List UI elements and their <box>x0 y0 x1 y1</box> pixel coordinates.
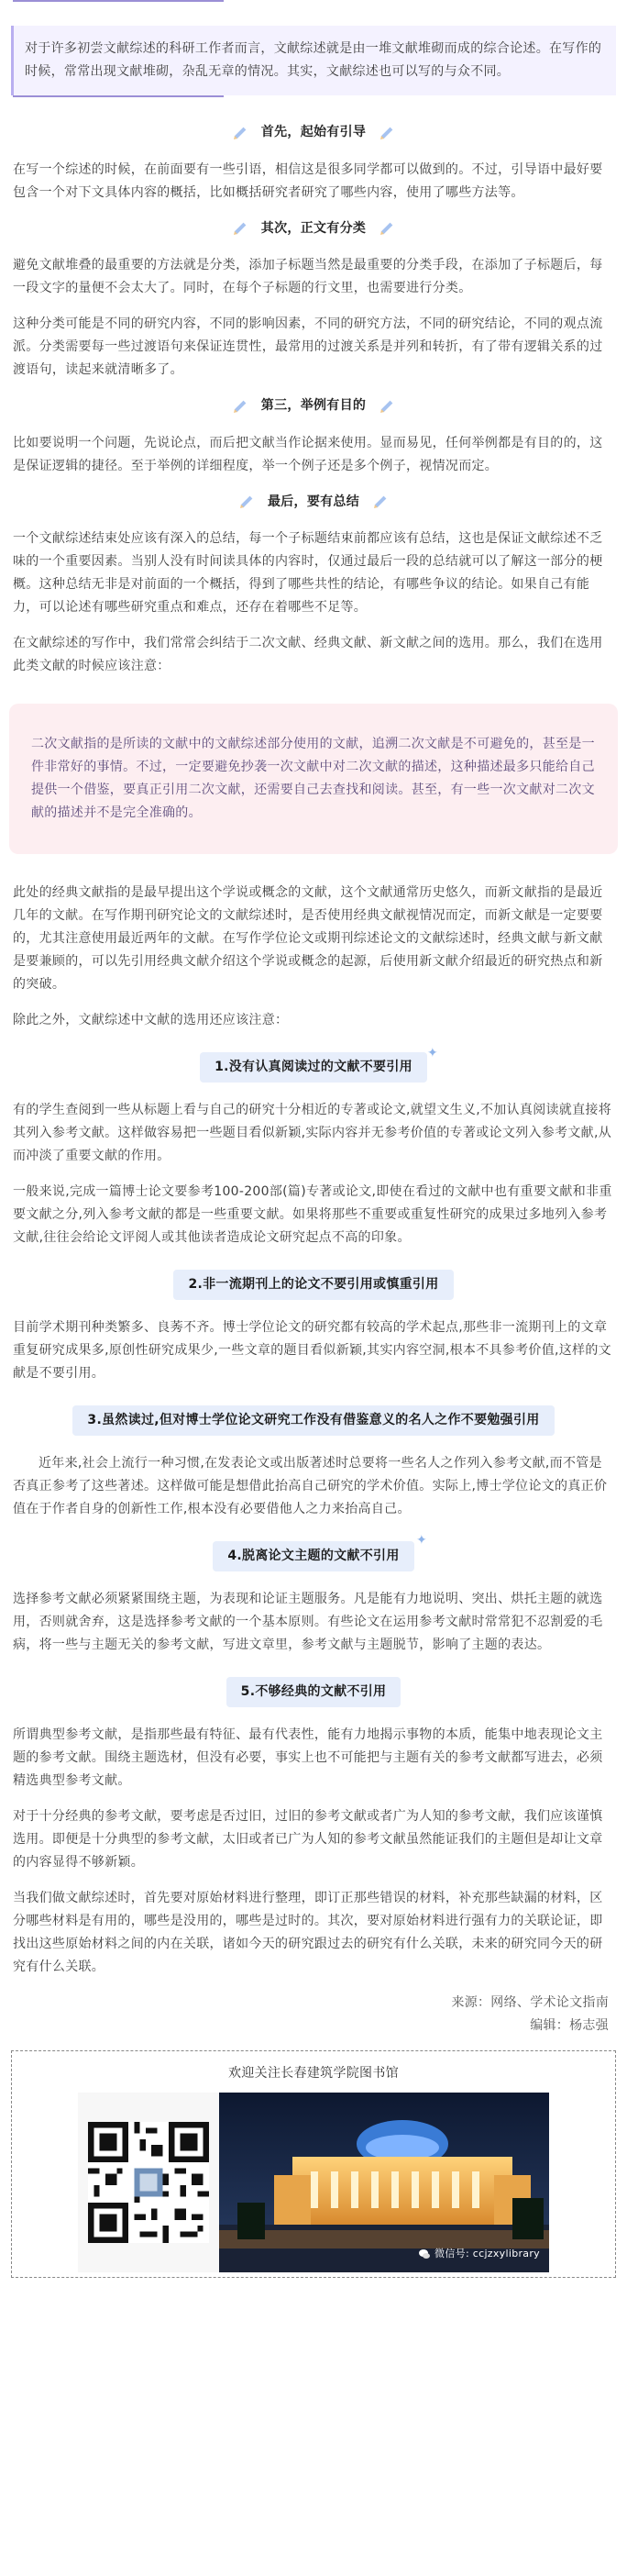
paragraph: 在文献综述的写作中，我们常常会纠结于二次文献、经典文献、新文献之间的选用。那么，我们在选用此类文献的时候应该注意： <box>13 636 603 673</box>
sparkle-icon: ✦ <box>427 1046 439 1060</box>
paragraph: 近年来,社会上流行一种习惯,在发表论文或出版著述时总要将一些名人之作列入参考文献,而不管是否真正参考了这些著述。这样做可能是想借此抬高自己研究的学术价值。实际上,博士学位论文的真正价值在于作者自身的创新性工作,根本没有必要借他人之力来抬高自己。 <box>13 1456 608 1516</box>
paragraph: 当我们做文献综述时，首先要对原始材料进行整理，即订正那些错误的材料，补充那些缺漏的材料，区分哪些材料是有用的，哪些是没用的，哪些是过时的。其次，要对原始材料进行强有力的关联论证，即找出这些原始材料之间的内在关联，诸如今天的研究跟过去的研究有什么关联，未来的研究同今天的研究有什么关联。 <box>13 1891 603 1974</box>
pencil-icon <box>379 125 395 141</box>
qr-code-icon <box>88 2122 209 2243</box>
section-heading-4 <box>7 491 620 519</box>
paragraph: 除此之外，文献综述中文献的选用还应该注意： <box>13 1013 289 1027</box>
paragraph: 避免文献堆叠的最重要的方法就是分类，添加子标题当然是最重要的分类手段，在添加了子标题后，每一段文字的量便不会太大了。同时，在每个子标题的行文里，也需要进行分类。 <box>13 258 603 295</box>
qr-code[interactable] <box>78 2093 219 2272</box>
rule-heading-5 <box>7 1677 620 1707</box>
pencil-icon <box>379 398 395 415</box>
watermark-text: 微信号: ccjzxylibrary <box>434 2248 540 2260</box>
editor-credit: 编辑：杨志强 <box>530 2018 609 2033</box>
pencil-icon <box>238 494 255 510</box>
paragraph: 在写一个综述的时候，在前面要有一些引语，相信这是很多同学都可以做到的。不过，引导语中最好要包含一个对下文具体内容的概括，比如概括研究者研究了哪些内容，使用了哪些方法等。 <box>13 161 603 200</box>
paragraph: 比如要说明一个问题，先说论点，而后把文献当作论据来使用。显而易见，任何举例都是有目的的，这是保证逻辑的捷径。至于举例的详细程度，举一个例子还是多个例子，视情况而定。 <box>13 435 603 473</box>
intro-text: 对于许多初尝文献综述的科研工作者而言，文献综述就是由一堆文献堆砌而成的综合论述。在写作的时候，常常出现文献堆砌，杂乱无章的情况。其实，文献综述也可以写的与众不同。 <box>25 41 602 79</box>
top-divider <box>13 0 224 2</box>
paragraph: 有的学生查阅到一些从标题上看与自己的研究十分相近的专著或论文,就望文生义,不加认真阅读就直接将其列入参考文献。这样做容易把一些题目看似新颖,实际内容并无参考价值的专著或论文列入参考文献,从而冲淡了重要文献的作用。 <box>13 1103 611 1163</box>
paragraph: 选择参考文献必须紧紧围绕主题，为表现和论证主题服务。凡是能有力地说明、突出、烘托主题的就选用，否则就舍弃，这是选择参考文献的一个基本原则。有些论文在运用参考文献时常常犯不忍割爱的毛病，将一些与主题无关的参考文献，写进文章里，参考文献与主题脱节，影响了主题的表达。 <box>13 1592 603 1652</box>
quote-text: 二次文献指的是所读的文献中的文献综述部分使用的文献，追溯二次文献是不可避免的，甚至是一件非常好的事情。不过，一定要避免抄袭一次文献中对二次文献的描述，这种描述最多只能给自己提供一个借鉴，要真正引用二次文献，还需要自己去查找和阅读。甚至，有一些一次文献对二次文献的描述并不是完全准确的。 <box>31 737 595 820</box>
section-heading-text: 其次，正文有分类 <box>260 220 367 236</box>
section-heading-2 <box>7 217 620 246</box>
section-heading-text: 最后，要有总结 <box>267 494 360 509</box>
follow-box <box>11 2050 616 2278</box>
paragraph: 目前学术期刊种类繁多、良莠不齐。博士学位论文的研究都有较高的学术起点,那些非一流期刊上的文章重复研究成果多,原创性研究成果少,一些文章的题目看似新颖,其实内容空洞,根本不具参考价值,这样的文献是不要引用。 <box>13 1320 611 1381</box>
paragraph: 这种分类可能是不同的研究内容，不同的影响因素，不同的研究方法，不同的研究结论，不同的观点流派。分类需要每一些过渡语句来保证连贯性，最常用的过渡关系是并列和转折，有了带有逻辑关系的过渡语句，读起来就清晰多了。 <box>13 316 603 377</box>
source-credit: 来源：网络、学术论文指南 <box>451 1995 609 2010</box>
pencil-icon <box>232 398 248 415</box>
watermark <box>418 2242 540 2265</box>
pencil-icon <box>232 125 248 141</box>
section-heading-3 <box>7 394 620 423</box>
rule-heading-3 <box>7 1405 620 1436</box>
rule-heading-1 <box>7 1046 620 1083</box>
rule-heading-4 <box>7 1533 620 1571</box>
pencil-icon <box>232 220 248 237</box>
rule-heading-2 <box>7 1270 620 1300</box>
rule-title: 5.不够经典的文献不引用 <box>226 1677 402 1707</box>
rule-title: 2.非一流期刊上的论文不要引用或慎重引用 <box>173 1270 453 1300</box>
section-heading-1 <box>7 121 620 150</box>
paragraph: 此处的经典文献指的是最早提出这个学说或概念的文献，这个文献通常历史悠久，而新文献指的是最近几年的文献。在写作期刊研究论文的文献综述时，是否使用经典文献视情况而定，而新文献是一定要要的，尤其注意使用最近两年的文献。在写作学位论文或期刊综述论文的文献综述时，经典文献与新文献是要兼顾的，可以先引用经典文献介绍这个学说或概念的起源，后使用新文献介绍最近的研究热点和新的突破。 <box>13 885 603 992</box>
quote-box <box>9 704 618 854</box>
library-photo <box>219 2093 549 2272</box>
follow-title: 欢迎关注长春建筑学院图书馆 <box>228 2066 399 2081</box>
paragraph: 所谓典型参考文献，是指那些最有特征、最有代表性，能有力地揭示事物的本质，能集中地表现论文主题的参考文献。围绕主题选材，但没有必要，事实上也不可能把与主题有关的参考文献都写进去，必须精选典型参考文献。 <box>13 1727 603 1788</box>
paragraph: 对于十分经典的参考文献，要考虑是否过旧，过旧的参考文献或者广为人知的参考文献，我们应该谨慎选用。即便是十分典型的参考文献，太旧或者已广为人知的参考文献虽然能证我们的主题但是却让文章的内容显得不够新颖。 <box>13 1809 603 1870</box>
rule-title: 3.虽然读过,但对博士学位论文研究工作没有借鉴意义的名人之作不要勉强引用 <box>72 1405 554 1436</box>
pencil-icon <box>372 494 389 510</box>
rule-title: 4.脱离论文主题的文献不引用 <box>213 1541 413 1571</box>
follow-card <box>78 2093 549 2272</box>
paragraph: 一个文献综述结束处应该有深入的总结，每一个子标题结束前都应该有总结，这也是保证文献综述不乏味的一个重要因素。当别人没有时间读具体的内容时，仅通过最后一段的总结就可以了解这一部分的梗概。这种总结无非是对前面的一个概括，得到了哪些共性的结论，有哪些争议的结论。如果自己有能力，可以论述有哪些研究重点和难点，还存在着哪些不足等。 <box>13 531 603 615</box>
pencil-icon <box>379 220 395 237</box>
intro-box <box>11 26 616 95</box>
section-heading-text: 第三，举例有目的 <box>260 398 367 413</box>
paragraph: 一般来说,完成一篇博士论文要参考100-200部(篇)专著或论文,即使在看过的文献中也有重要文献和非重要文献之分,列入参考文献的都是一些重要文献。如果将那些不重要或重复性研究的成果过多地列入参考文献,往往会给论文评阅人或其他读者造成论文研究起点不高的印象。 <box>13 1184 612 1245</box>
sparkle-icon: ✦ <box>416 1533 428 1548</box>
rule-title: 1.没有认真阅读过的文献不要引用 <box>200 1052 427 1083</box>
section-heading-text: 首先，起始有引导 <box>260 125 367 139</box>
wechat-icon <box>418 2248 431 2260</box>
intro-divider <box>13 95 224 97</box>
